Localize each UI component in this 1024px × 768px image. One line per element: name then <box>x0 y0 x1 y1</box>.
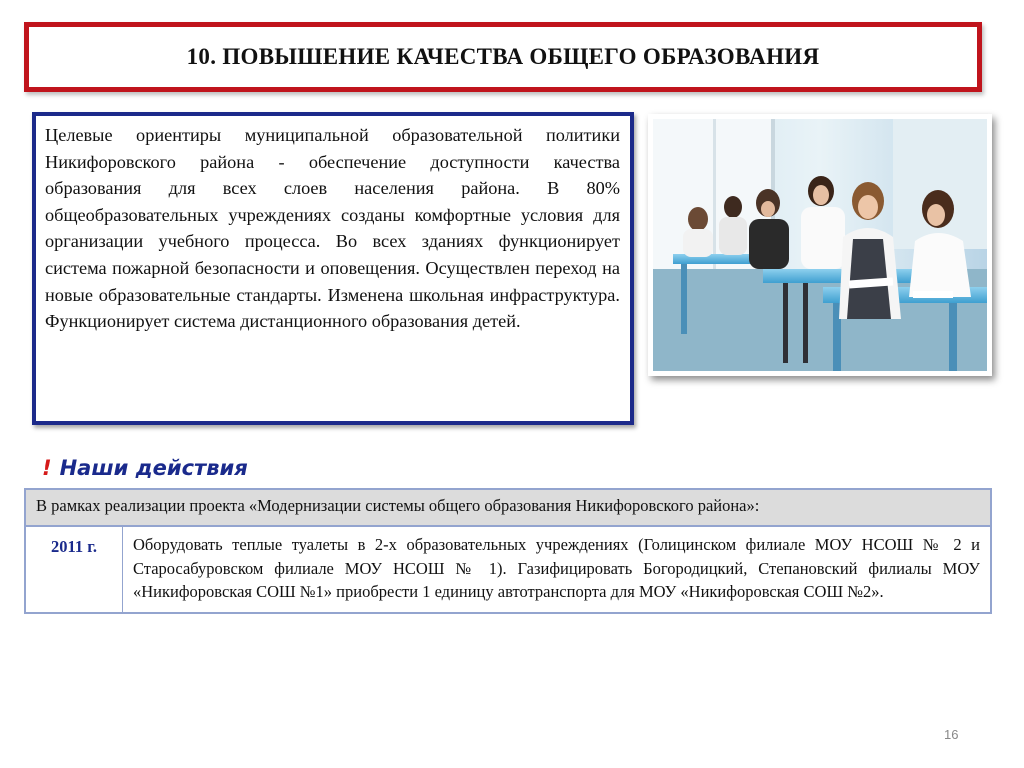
slide-title: 10. ПОВЫШЕНИЕ КАЧЕСТВА ОБЩЕГО ОБРАЗОВАНИЯ <box>186 44 820 69</box>
table-row-year: 2011 г. <box>25 526 123 613</box>
intro-text-box <box>32 112 634 425</box>
classroom-photo-image <box>653 119 987 371</box>
table-row-description: Оборудовать теплые туалеты в 2-х образовательных учреждениях (Голицинском филиале МОУ НСОШ № 2 и Старосабуровском филиале МОУ НСОШ № 1). Газифицировать Богородицкий, Степановский филиалы МОУ «Никифоровская СОШ №1» приобрести 1 единицу автотранспорта для МОУ «Никифоровская СОШ №2». <box>133 535 980 601</box>
table-header: В рамках реализации проекта «Модернизации системы общего образования Никифоровского района»: <box>25 489 991 526</box>
page-number: 16 <box>944 727 959 742</box>
exclamation-mark: ! <box>42 456 52 480</box>
table-header-row <box>25 489 991 526</box>
actions-heading-text: Наши действия <box>59 456 248 480</box>
table-row <box>25 526 991 613</box>
classroom-photo <box>648 114 992 376</box>
intro-text: Целевые ориентиры муниципальной образовательной политики Никифоровского района - обеспечение доступности качества образования для всех слоев населения района. В 80% общеобразовательных учреждениях созданы комфортные условия для организации учебного процесса. Во всех зданиях функционирует система пожарной безопасности и оповещения. Осуществлен переход на новые образовательные стандарты. Изменена школьная инфраструктура. Функционирует система дистанционного образования детей. <box>45 125 620 332</box>
slide-title-box <box>24 22 982 92</box>
actions-heading <box>42 456 248 480</box>
actions-table <box>24 488 992 614</box>
